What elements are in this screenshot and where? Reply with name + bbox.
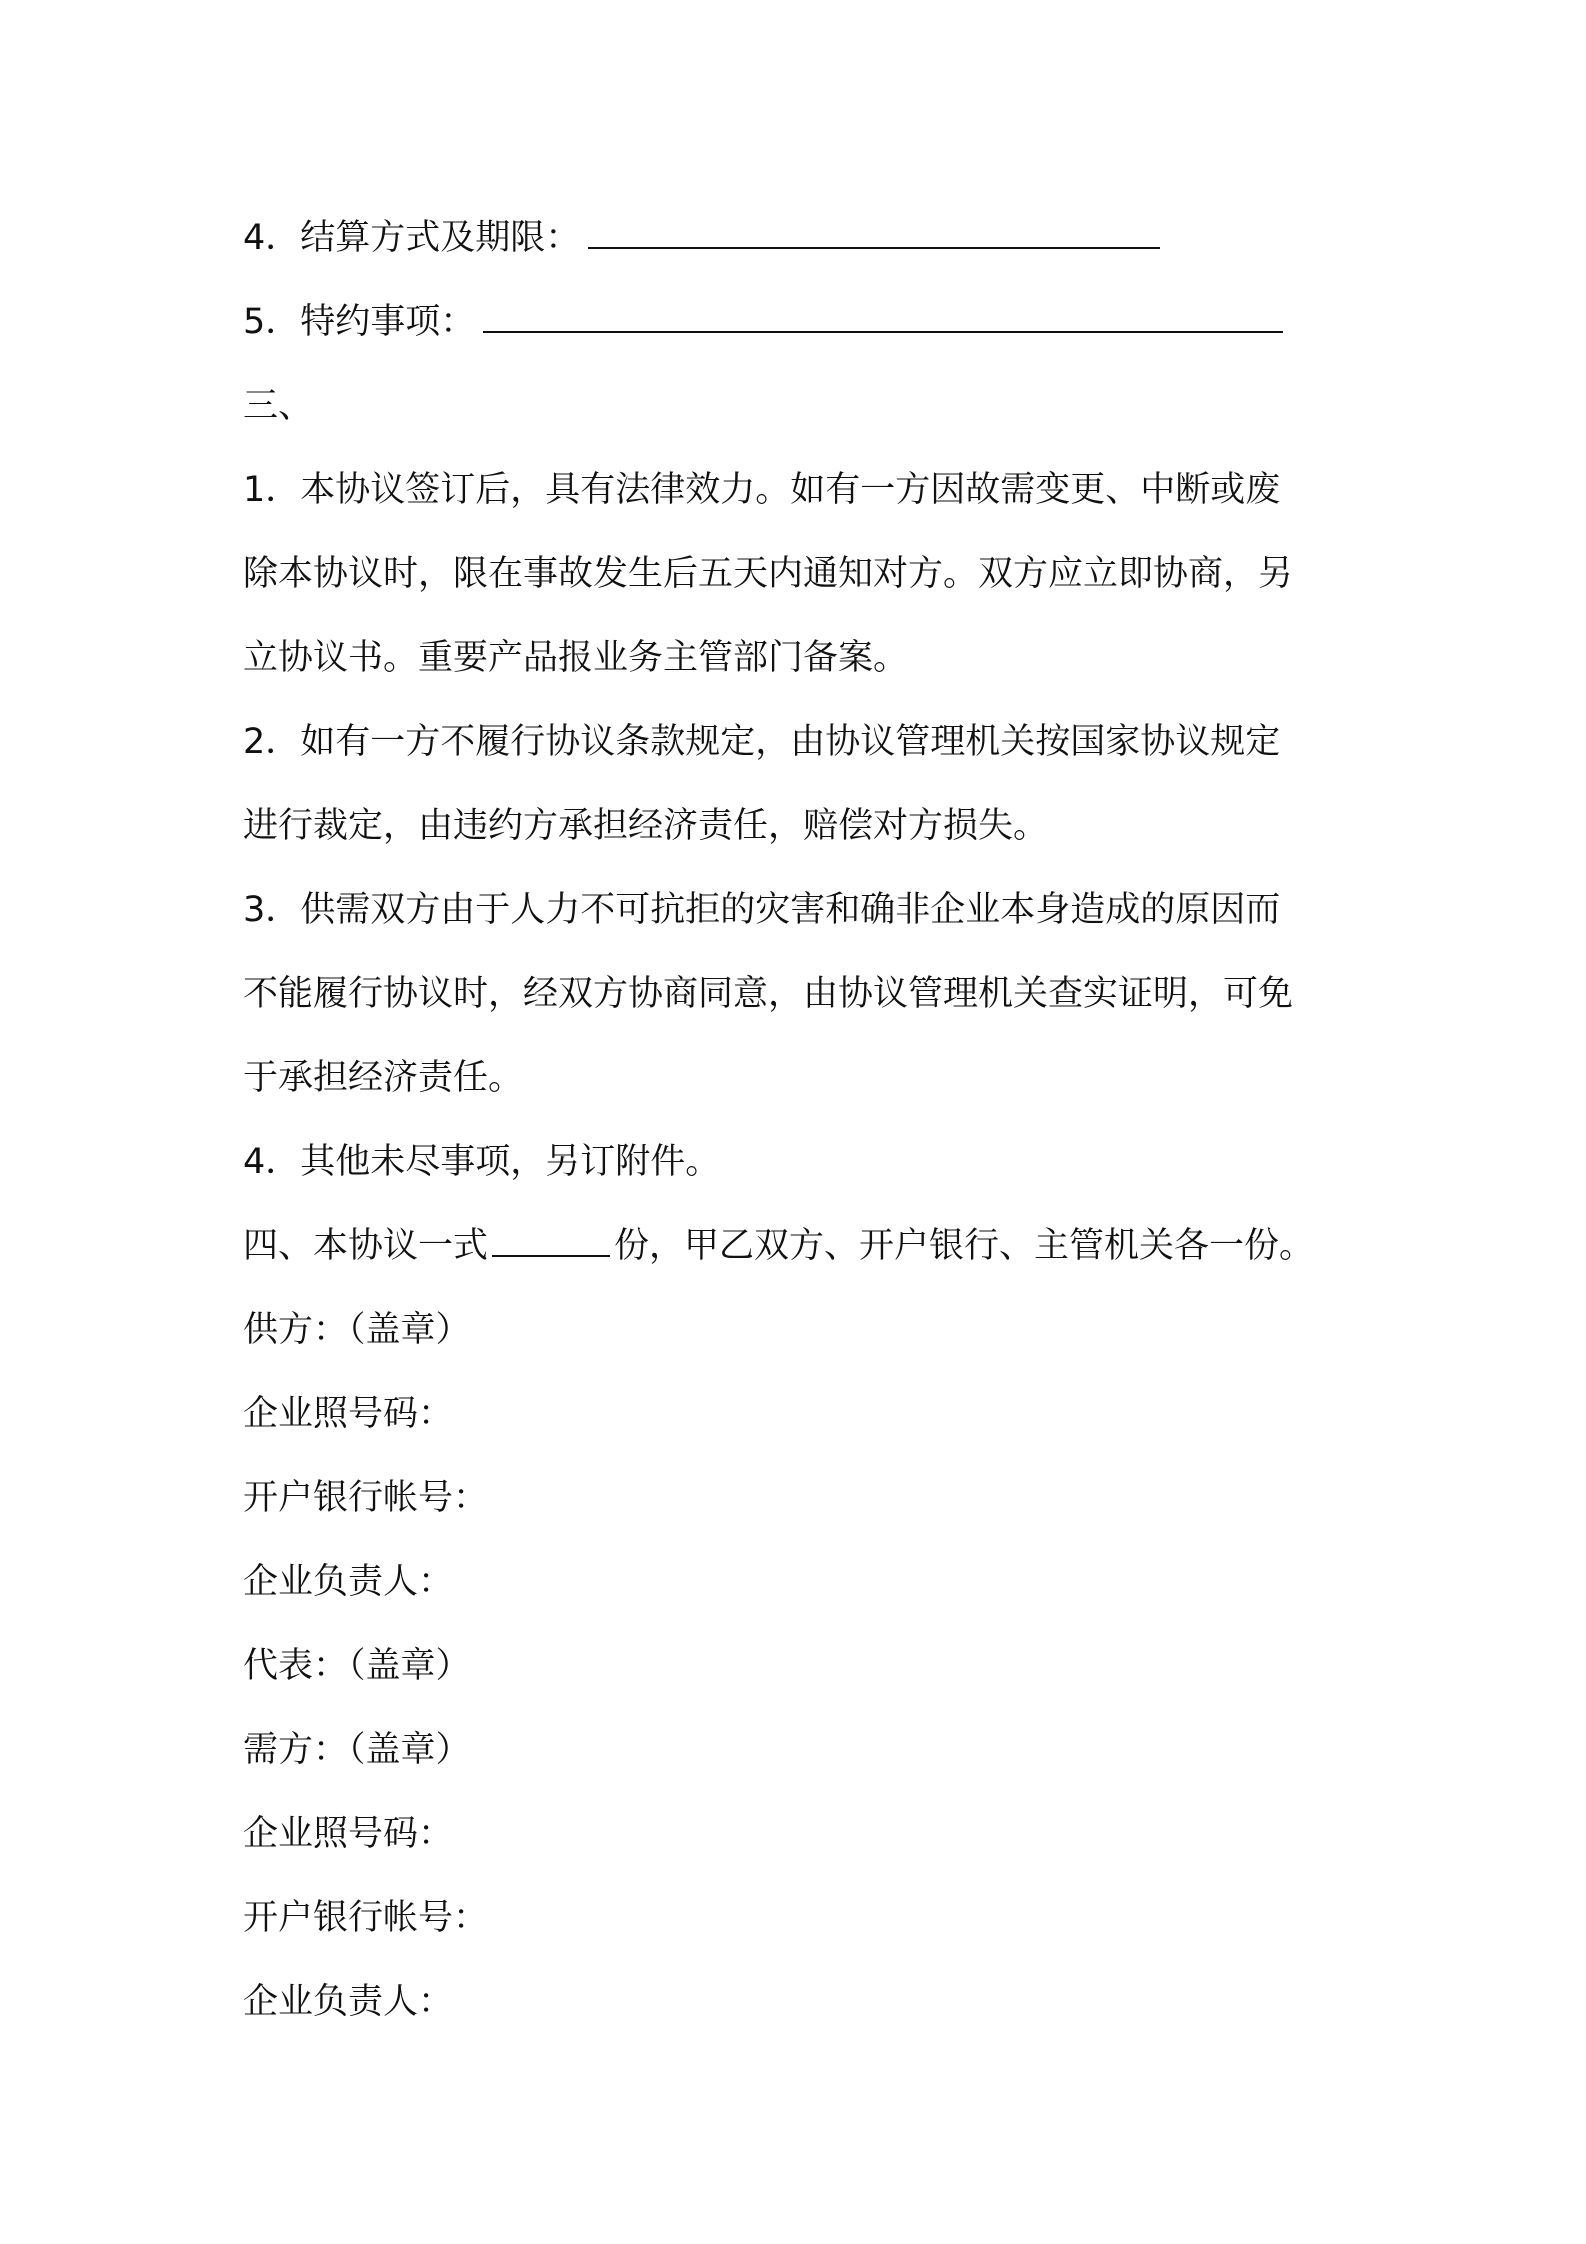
- special-terms-line: [243, 280, 1373, 364]
- settlement-term-label: 4．结算方式及期限：: [243, 218, 581, 258]
- clause-3-line-2: 不能履行协议时，经双方协商同意，由协议管理机关查实证明，可免: [243, 974, 1294, 1014]
- clause-3-line-1: 3．供需双方由于人力不可抗拒的灾害和确非企业本身造成的原因而: [243, 890, 1281, 930]
- settlement-term-line: [243, 196, 1373, 280]
- supplier-license: 企业照号码：: [243, 1394, 454, 1434]
- clause-4: 4．其他未尽事项，另订附件。: [243, 1142, 721, 1182]
- clause-1-line-2: 除本协议时，限在事故发生后五天内通知对方。双方应立即协商，另: [243, 554, 1294, 594]
- supplier-party: 供方：（盖章）: [243, 1310, 471, 1350]
- clause-2: [243, 700, 1373, 868]
- section-three-heading: 三、: [243, 386, 314, 426]
- supplier-representative: 代表：（盖章）: [243, 1646, 471, 1686]
- buyer-party: 需方：（盖章）: [243, 1730, 471, 1770]
- clause-1: [243, 448, 1373, 700]
- supplier-bank-account: 开户银行帐号：: [243, 1478, 489, 1518]
- buyer-person-in-charge: 企业负责人：: [243, 1982, 454, 2022]
- clause-3: [243, 868, 1373, 1120]
- section-four-copies: [243, 1204, 1373, 1288]
- special-terms-label: 5．特约事项：: [243, 302, 476, 342]
- copies-suffix: 份，甲乙双方、开户银行、主管机关各一份。: [614, 1226, 1315, 1266]
- clause-1-line-1: 1．本协议签订后，具有法律效力。如有一方因故需变更、中断或废: [243, 470, 1281, 510]
- special-terms-blank[interactable]: [483, 303, 1283, 333]
- buyer-bank-account: 开户银行帐号：: [243, 1898, 489, 1938]
- clause-2-line-2: 进行裁定，由违约方承担经济责任，赔偿对方损失。: [243, 806, 1049, 846]
- buyer-license: 企业照号码：: [243, 1814, 454, 1854]
- clause-1-line-3: 立协议书。重要产品报业务主管部门备案。: [243, 638, 909, 678]
- clause-2-line-1: 2．如有一方不履行协议条款规定，由协议管理机关按国家协议规定: [243, 722, 1281, 762]
- copies-count-blank[interactable]: [492, 1227, 610, 1257]
- contract-body: [243, 196, 1373, 2044]
- copies-prefix: 四、本协议一式: [243, 1226, 489, 1266]
- clause-3-line-3: 于承担经济责任。: [243, 1058, 524, 1098]
- supplier-person-in-charge: 企业负责人：: [243, 1562, 454, 1602]
- settlement-term-blank[interactable]: [588, 219, 1160, 249]
